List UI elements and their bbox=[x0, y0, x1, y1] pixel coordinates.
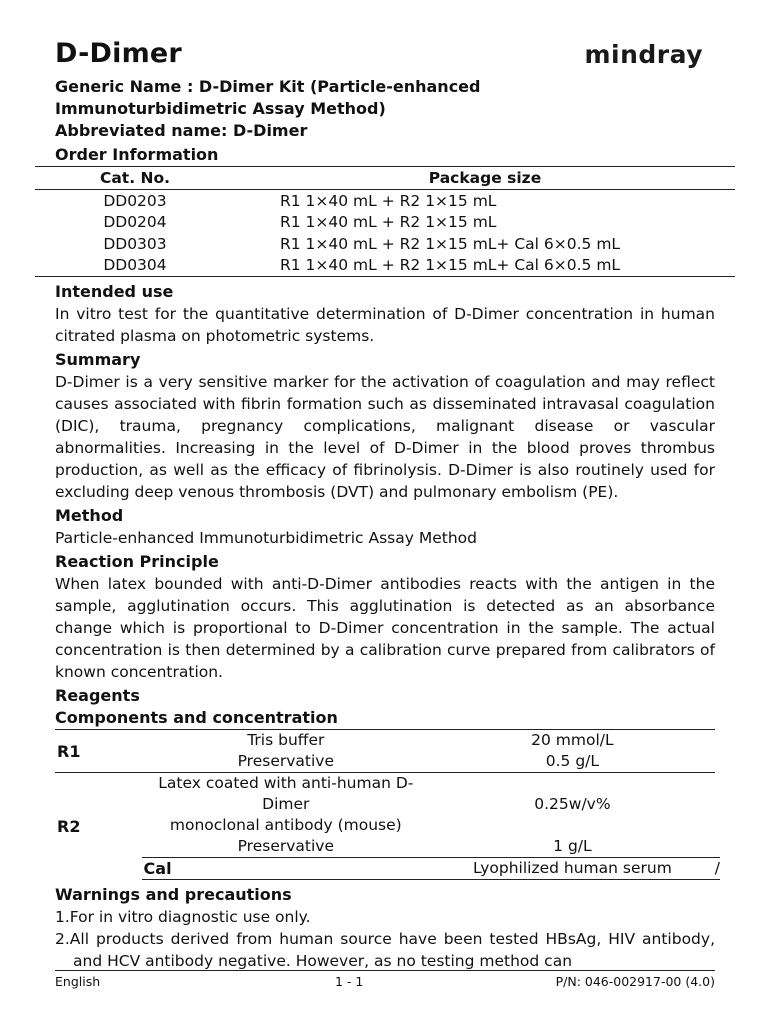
summary-text: D-Dimer is a very sensitive marker for the activation of coagulation and may reflect causes associated with fibrin formation such as disseminated intravasal coagulation (DIC), trauma, pregnancy complications, malignant disease or vascular abnormalities. Increasing in the level of D-Dimer in the blood proves thrombus production, as well as the efficacy of fibrinolysis. D-Dimer is also routinely used for excluding deep venous thrombosis (DVT) and pulmonary embolism (PE). bbox=[55, 373, 715, 501]
concentration: 1 g/L bbox=[553, 837, 592, 855]
method-heading: Method bbox=[55, 506, 124, 525]
cat-no-header: Cat. No. bbox=[99, 169, 171, 187]
intended-use-text: In vitro test for the quantitative determination of D-Dimer concentration in human citrated plasma on photometric systems. bbox=[55, 305, 715, 345]
page-footer bbox=[55, 970, 715, 991]
component-line: Latex coated with anti-human D-Dimer bbox=[158, 774, 414, 813]
warnings-list bbox=[55, 906, 715, 972]
method-text: Particle-enhanced Immunoturbidimetric Assay Method bbox=[55, 529, 477, 547]
table-row bbox=[35, 255, 735, 277]
title-row bbox=[55, 36, 715, 76]
cat-no: DD0303 bbox=[103, 234, 167, 253]
cat-no: DD0304 bbox=[103, 256, 167, 275]
order-table bbox=[35, 167, 735, 276]
concentration: 20 mmol/L bbox=[430, 730, 715, 752]
cat-no: DD0203 bbox=[103, 191, 167, 210]
reaction-principle-heading: Reaction Principle bbox=[55, 552, 219, 571]
document-page bbox=[55, 36, 720, 972]
footer-page-number: 1 - 1 bbox=[335, 974, 364, 989]
mindray-logo: mindray bbox=[584, 40, 703, 69]
order-information-heading: Order Information bbox=[55, 145, 219, 164]
component bbox=[142, 773, 431, 837]
table-row bbox=[35, 212, 735, 234]
warnings-heading: Warnings and precautions bbox=[55, 885, 292, 904]
abbreviated-name: Abbreviated name: D-Dimer bbox=[55, 121, 308, 140]
table-row bbox=[35, 233, 735, 255]
components-heading: Components and concentration bbox=[55, 708, 338, 727]
package-size: R1 1×40 mL + R2 1×15 mL+ Cal 6×0.5 mL bbox=[280, 234, 621, 253]
footer-part-number: P/N: 046-002917-00 (4.0) bbox=[555, 974, 715, 989]
document-title: D-Dimer bbox=[55, 38, 182, 69]
component: Lyophilized human serum bbox=[430, 858, 715, 880]
component: Tris buffer bbox=[142, 730, 431, 752]
component-line: monoclonal antibody (mouse) bbox=[169, 816, 402, 834]
intended-use-heading: Intended use bbox=[55, 282, 174, 301]
component: Preservative bbox=[237, 752, 334, 770]
generic-name-line-1: Generic Name : D-Dimer Kit (Particle-enhanced bbox=[55, 77, 481, 96]
footer-language: English bbox=[55, 974, 101, 989]
table-row bbox=[35, 190, 735, 212]
reagent-label-cal: Cal bbox=[142, 858, 431, 880]
reagent-label-r2: R2 bbox=[55, 773, 142, 880]
order-table-bottom-rule bbox=[35, 276, 735, 277]
table-row bbox=[55, 836, 720, 858]
table-row bbox=[55, 773, 720, 837]
table-row bbox=[55, 751, 720, 773]
reagents-heading: Reagents bbox=[55, 686, 140, 705]
summary-heading: Summary bbox=[55, 350, 141, 369]
package-size-header: Package size bbox=[428, 169, 542, 187]
reagent-label-r1: R1 bbox=[55, 730, 142, 773]
concentration: 0.5 g/L bbox=[545, 752, 600, 770]
table-row bbox=[55, 730, 720, 752]
concentration: 0.25w/v% bbox=[430, 773, 715, 837]
concentration: / bbox=[715, 858, 720, 880]
order-table-wrap bbox=[35, 166, 735, 277]
order-table-header bbox=[35, 167, 735, 190]
reaction-principle-text: When latex bounded with anti-D-Dimer antibodies reacts with the antigen in the sample, agglutination occurs. This agglutination is detected as an absorbance change which is proportional to D-Dimer concentration in the sample. The actual concentration is then determined by a calibration curve prepared from calibrators of known concentration. bbox=[55, 575, 715, 681]
package-size: R1 1×40 mL + R2 1×15 mL+ Cal 6×0.5 mL bbox=[280, 256, 621, 275]
cat-no: DD0204 bbox=[103, 213, 167, 232]
list-item: 2.All products derived from human source have been tested HBsAg, HIV antibody, and HCV antibody negative. However, as no testing method can bbox=[55, 930, 715, 970]
generic-name-line-2: Immunoturbidimetric Assay Method) bbox=[55, 99, 386, 118]
package-size: R1 1×40 mL + R2 1×15 mL bbox=[280, 213, 497, 232]
component: Preservative bbox=[237, 837, 334, 855]
reagents-table bbox=[55, 729, 720, 880]
package-size: R1 1×40 mL + R2 1×15 mL bbox=[280, 191, 497, 210]
list-item: 1.For in vitro diagnostic use only. bbox=[55, 908, 311, 926]
table-row bbox=[55, 858, 720, 880]
